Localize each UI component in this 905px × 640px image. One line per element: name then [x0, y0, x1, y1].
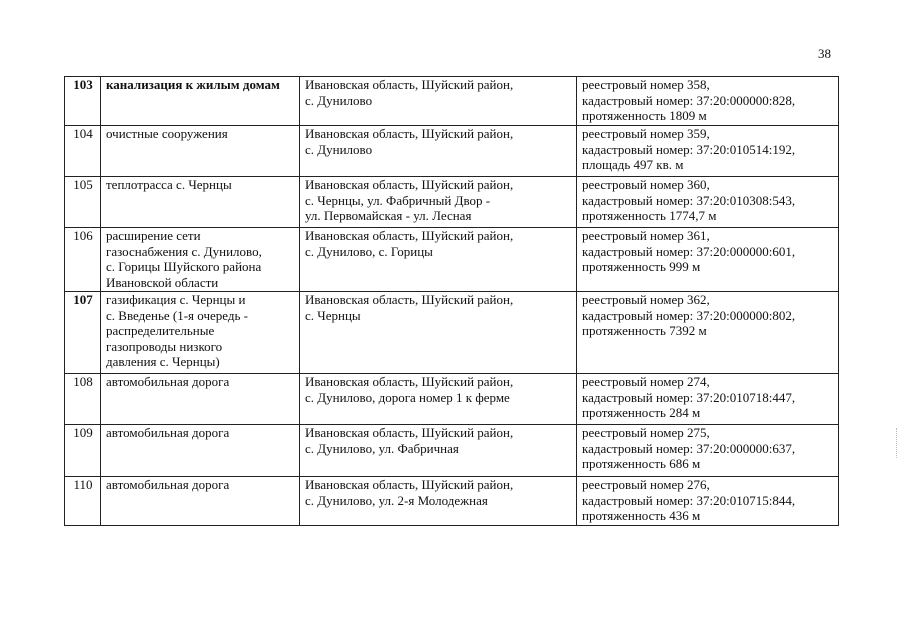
object-name-line: автомобильная дорога: [106, 425, 230, 440]
registry-cell: [577, 292, 839, 374]
table-row: [65, 374, 839, 425]
object-name-cell: [101, 292, 300, 374]
row-number: 110: [65, 477, 101, 526]
registry-cell: [577, 228, 839, 292]
row-number: 103: [65, 77, 101, 126]
location-line: Ивановская область, Шуйский район,: [305, 292, 514, 307]
registry-line: протяженность 7392 м: [582, 323, 707, 338]
location-cell: [300, 374, 577, 425]
registry-line: реестровый номер 358,: [582, 77, 710, 92]
row-number: 105: [65, 177, 101, 228]
object-name-line: канализация к жилым домам: [106, 77, 280, 92]
registry-line: протяженность 284 м: [582, 405, 701, 420]
location-line: с. Чернцы, ул. Фабричный Двор -: [305, 192, 491, 208]
table-row: [65, 425, 839, 477]
registry-cell: [577, 425, 839, 477]
table-row: [65, 126, 839, 177]
registry-line: кадастровый номер: 37:20:000000:637,: [582, 440, 796, 456]
row-number: 108: [65, 374, 101, 425]
object-name-line: распределительные: [106, 323, 215, 338]
registry-line: реестровый номер 276,: [582, 477, 710, 492]
location-line: ул. Первомайская - ул. Лесная: [305, 208, 472, 223]
registry-line: реестровый номер 274,: [582, 374, 710, 389]
object-name-line: давления с. Чернцы): [106, 354, 220, 369]
object-name-line: газоснабжения с. Дунилово,: [106, 243, 262, 259]
registry-line: кадастровый номер: 37:20:000000:601,: [582, 243, 796, 259]
location-cell: [300, 292, 577, 374]
row-number: 104: [65, 126, 101, 177]
table-row: [65, 77, 839, 126]
row-number: 106: [65, 228, 101, 292]
registry-line: кадастровый номер: 37:20:000000:828,: [582, 92, 796, 108]
registry-line: кадастровый номер: 37:20:000000:802,: [582, 307, 796, 323]
location-line: Ивановская область, Шуйский район,: [305, 77, 514, 92]
location-line: с. Дунилово: [305, 92, 373, 108]
registry-cell: [577, 477, 839, 526]
scan-artifact: [896, 428, 899, 458]
registry-line: кадастровый номер: 37:20:010514:192,: [582, 141, 796, 157]
row-number: 107: [65, 292, 101, 374]
page-number: 38: [818, 46, 831, 61]
location-cell: [300, 77, 577, 126]
registry-line: кадастровый номер: 37:20:010308:543,: [582, 192, 796, 208]
location-line: с. Чернцы: [305, 307, 361, 323]
property-registry-table: [64, 76, 839, 526]
registry-line: протяженность 436 м: [582, 508, 701, 523]
location-line: Ивановская область, Шуйский район,: [305, 477, 514, 492]
location-line: с. Дунилово, дорога номер 1 к ферме: [305, 389, 510, 405]
row-number: 109: [65, 425, 101, 477]
object-name-line: автомобильная дорога: [106, 477, 230, 492]
object-name-cell: [101, 228, 300, 292]
object-name-line: расширение сети: [106, 228, 201, 243]
registry-cell: [577, 77, 839, 126]
registry-line: протяженность 686 м: [582, 456, 701, 471]
location-cell: [300, 126, 577, 177]
registry-line: площадь 497 кв. м: [582, 157, 684, 172]
registry-line: реестровый номер 359,: [582, 126, 710, 141]
object-name-line: очистные сооружения: [106, 126, 228, 141]
location-line: Ивановская область, Шуйский район,: [305, 425, 514, 440]
object-name-cell: [101, 77, 300, 126]
object-name-cell: [101, 477, 300, 526]
registry-line: протяженность 1809 м: [582, 108, 707, 123]
object-name-line: с. Горицы Шуйского района: [106, 259, 262, 274]
registry-line: протяженность 1774,7 м: [582, 208, 717, 223]
location-line: с. Дунилово, ул. 2-я Молодежная: [305, 492, 488, 508]
location-line: Ивановская область, Шуйский район,: [305, 228, 514, 243]
object-name-cell: [101, 374, 300, 425]
registry-line: кадастровый номер: 37:20:010718:447,: [582, 389, 796, 405]
registry-line: реестровый номер 361,: [582, 228, 710, 243]
location-cell: [300, 228, 577, 292]
location-line: Ивановская область, Шуйский район,: [305, 126, 514, 141]
object-name-cell: [101, 177, 300, 228]
table-row: [65, 177, 839, 228]
location-line: Ивановская область, Шуйский район,: [305, 374, 514, 389]
location-line: с. Дунилово, с. Горицы: [305, 243, 433, 259]
location-line: с. Дунилово: [305, 141, 373, 157]
location-cell: [300, 477, 577, 526]
object-name-line: теплотрасса с. Чернцы: [106, 177, 232, 192]
table-row: [65, 292, 839, 374]
object-name-line: газопроводы низкого: [106, 338, 223, 354]
table-row: [65, 228, 839, 292]
registry-line: протяженность 999 м: [582, 259, 701, 274]
location-line: с. Дунилово, ул. Фабричная: [305, 440, 459, 456]
registry-cell: [577, 126, 839, 177]
registry-line: реестровый номер 362,: [582, 292, 710, 307]
location-cell: [300, 177, 577, 228]
registry-line: реестровый номер 360,: [582, 177, 710, 192]
registry-line: реестровый номер 275,: [582, 425, 710, 440]
table-row: [65, 477, 839, 526]
object-name-line: автомобильная дорога: [106, 374, 230, 389]
registry-cell: [577, 374, 839, 425]
registry-line: кадастровый номер: 37:20:010715:844,: [582, 492, 796, 508]
location-line: Ивановская область, Шуйский район,: [305, 177, 514, 192]
registry-cell: [577, 177, 839, 228]
object-name-cell: [101, 126, 300, 177]
object-name-line: Ивановской области: [106, 274, 219, 290]
object-name-line: с. Введенье (1-я очередь -: [106, 307, 248, 323]
object-name-line: газификация с. Чернцы и: [106, 292, 246, 307]
object-name-cell: [101, 425, 300, 477]
location-cell: [300, 425, 577, 477]
